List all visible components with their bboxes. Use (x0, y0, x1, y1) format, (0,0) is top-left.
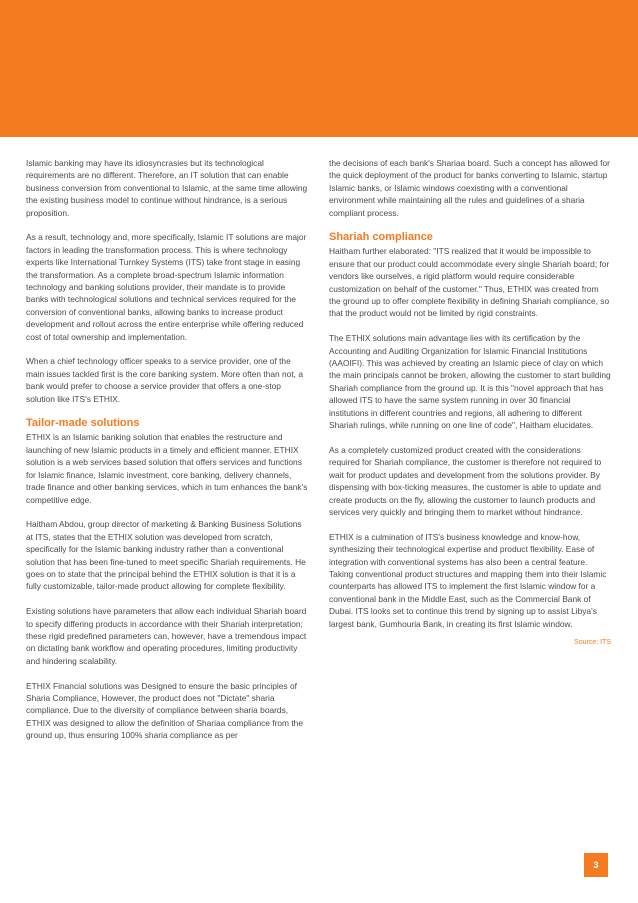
paragraph: The ETHIX solutions main advantage lies with its certification by the Accounting and Auditing Organization for Islamic Financial Institutions (AAOIFI). This was achieved by creating an Islamic piece of clay on which the main principals cannot be broken, allowing the customer to start building Shariah compliance from the ground up. It is this "novel approach that has allowed ITS to have the same system running in over 30 financial institutions in different countries and regions, all adhering to different Shariah rulings, while running on one line of code", Haitham elucidates. (329, 333, 611, 431)
left-column (26, 157, 308, 754)
header-banner (0, 0, 638, 137)
paragraph: Existing solutions have parameters that allow each individual Shariah board to specify differing products in accordance with their Shariah interpretation; these rigid predefined parameters can, however, have a tremendous impact on dictating bank workflow and operating procedures, limiting productivity and hindering scalability. (26, 606, 307, 666)
paragraph: As a result, technology and, more specifically, Islamic IT solutions are major factors in leading the transformation process. This is where technology experts like International Turnkey Systems (ITS) take front stage in easing the transformation. As a complete broad-spectrum Islamic information technology and banking solutions provider, their mandate is to provide banks with technological solutions and technical services required for the conversion of conventional banks, allowing banks to increase product development and rollout across the entire enterprise while offering reduced cost of total ownership and implementation. (26, 232, 307, 342)
paragraph: Islamic banking may have its idiosyncrasies but its technological requirements are no different. Therefore, an IT solution that can enable business conversion from conventional to Islamic, at the same time allowing the existing business model to continue without hindrance, is a serious proposition. (26, 158, 308, 218)
source-credit: Source: ITS (574, 639, 611, 647)
page-number: 3 (584, 853, 608, 877)
paragraph: ETHIX is a culmination of ITS's business knowledge and know-how, synthesizing their technological expertise and product flexibility. Ease of integration with conventional systems has also been a central feature. Taking conventional product structures and mapping them into their Islamic counterparts has allowed ITS to implement the first Islamic window for a conventional bank in the Middle East, such as the Commercial Bank of Dubai. ITS looks set to continue this trend by signing up to assist Libya's largest bank, Gumhouria Bank, in creating its first Islamic window. (329, 531, 607, 629)
paragraph: ETHIX is an Islamic banking solution that enables the restructure and launching of new Islamic products in a timely and efficient manner. ETHIX solution is a web services based solution that offers services and functions for Islamic finance, Islamic investment, core banking, delivery channels, trade finance and other banking services, which in turn enhances the bank's competitive edge. (26, 432, 308, 505)
paragraph: the decisions of each bank's Shariaa board. Such a concept has allowed for the quick deployment of the product for banks converting to Islamic, startup Islamic banks, or Islamic windows coexisting with a conventional environment while maintaining all the rules and guidelines of a sharia compliant process. (329, 158, 610, 218)
paragraph: Haitham Abdou, group director of marketing & Banking Business Solutions at ITS, states that the ETHIX solution was developed from scratch, specifically for the Islamic banking industry rather than a conventional solution that has been fine-tuned to meet specific Shariah requirements. He goes on to state that the principal behind the ETHIX solution is that it is a fully customizable, tailor-made product allowing for complete flexibility. (26, 519, 306, 592)
section-heading-shariah-compliance: Shariah compliance (329, 231, 433, 244)
paragraph: As a completely customized product created with the considerations required for Shariah compliance, the customer is therefore not required to wait for product updates and development from the solutions provider. By dispensing with box-ticking measures, the customer is able to update and create products on the fly, allowing the customer to launch products and services very quickly and bringing them to market without hindrance. (329, 444, 602, 517)
section-heading-tailor-made: Tailor-made solutions (26, 417, 140, 430)
right-column (329, 157, 611, 648)
paragraph: Haitham further elaborated: "ITS realized that it would be impossible to ensure that our product could accommodate every single Shariah board; for vendors like ourselves, a rigid platform would require considerable customization on behalf of the customer." Thus, ETHIX was created from the ground up to offer complete flexibility in defining Shariah compliance, so that the product would not be limited by rigid constraints. (329, 246, 610, 319)
paragraph: ETHIX Financial solutions was Designed to ensure the basic principles of Sharia Compliance, However, the product does not "Dictate" sharia compliance. Due to the diversity of compliance between sharia boards, ETHIX was designed to allow the definition of Shariaa compliance from the ground up, thus ensuring 100% sharia compliance as per (26, 680, 303, 741)
paragraph: When a chief technology officer speaks to a service provider, one of the main issues tackled first is the core banking system. More often than not, a bank would prefer to choose a service provider that offers a one-stop solution like ITS's ETHIX. (26, 356, 303, 404)
